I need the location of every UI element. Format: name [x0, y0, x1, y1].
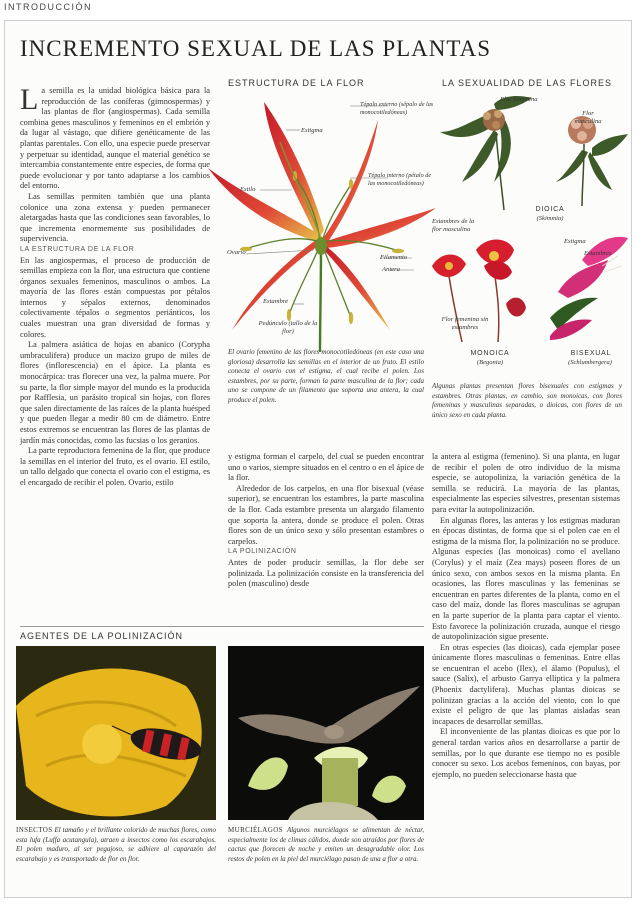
label-estambres-bisexual: Estambres	[584, 250, 612, 257]
right-paragraph-1: la antera al estigma (femenino). Si una planta, en lugar de recibir el polen de otro individuo de la misma especie, se autopoliniza, la variación genética de la semilla se reducirá. La mayoría de las plantas, especialmente las especies silvestres, presentan sistemas para evitar la autopolinización.	[432, 452, 620, 514]
intro-paragraph-1: a semilla es la unidad biológica básica para la reproducción de las coníferas (gimnospermas) y las plantas de flor (angiospermas). Cada semilla combina genes masculinos y femeninos en el embrión y da lugar al vástago, que difiere genéticamente de las plantas parentales. Con ello, una especie puede preservar y perpetuar su identidad, aunque el material genético se intercambia constantemente entre especies, de forma que puede evolucionar y por tanto adaptarse a los cambios del entorno.	[20, 86, 210, 191]
middle-paragraph-1: y estigma forman el carpelo, del cual se pueden encontrar uno o varios, siempre situados en el centro o en el ápice de la flor.	[228, 452, 424, 483]
flower-structure-subhead: LA ESTRUCTURA DE LA FLOR	[20, 245, 135, 253]
label-estambre: Estambre	[263, 298, 289, 305]
bisexual-species: (Schlumbergera)	[568, 359, 612, 366]
leader-lines	[246, 106, 414, 304]
monoica-species: (Begonia)	[477, 359, 503, 366]
page-title: INCREMENTO SEXUAL DE LAS PLANTAS	[20, 36, 491, 61]
label-pedunculo: Pedúnculo (tallo de la flor)	[258, 320, 318, 335]
monoica-name: MONOICA	[470, 350, 510, 357]
flower-structure-paragraph-3: La parte reproductora femenina de la flor, que produce la semillas en el interior del fruto, es el ovario. El estilo, un tallo delgado que conecta el ovario con el estigma, es el encargado de recibir el polen. Ovario, estilo	[20, 446, 210, 487]
tepal-petals	[208, 102, 436, 330]
middle-paragraph-2: Alrededor de los carpelos, en una flor bisexual (véase superior), se encuentran los estambres, la parte masculina de la flor. Cada estambre presenta un alargado filamento que soporta la antera, donde se produce el polen. Otras flores son de un único sexo y sólo presentan estambres o carpelos.	[228, 483, 424, 546]
label-antera: Antera	[382, 266, 400, 273]
insect-photo	[16, 646, 216, 820]
label-tepalo-externo: Tépalo externo (sépalo de las monocotiledóneas)	[360, 101, 434, 116]
label-tepalo-interno: Tépalo interno (pétalo de las monocotiledóneas)	[368, 172, 432, 187]
right-paragraph-3: En otras especies (las dioicas), cada ejemplar posee únicamente flores masculinas o femeninas. Entre ellas se encuentran el acebo (Ilex), el álamo (Populus), el sauce (Salix), el arbusto Garrya elliptica y la palmera (Phoenix dactylifera). Muchas plantas dioicas se polinizan gracias a la acción del viento, con lo que existe el peligro de que las plantas aisladas sean incapaces de desarrollar semillas.	[432, 642, 620, 726]
insects-caption	[16, 826, 216, 864]
label-estambres-flor-masculina: Estambres de la flor masculina	[432, 218, 475, 233]
label-flor-femenina: Flor femenina	[500, 96, 538, 103]
insects-text: El tamaño y el brillante colorido de muchas flores, como esta lufa (Luffa acutangula), atraen a insectos como los escarabajos. El polen maduro, al ser pegajoso, se adhiere al caparazón del escarabajo y es transportado de flor en flor.	[16, 826, 216, 863]
drop-cap: L	[20, 83, 39, 116]
middle-column	[228, 452, 424, 590]
left-column	[20, 83, 210, 489]
sexuality-heading: LA SEXUALIDAD DE LAS FLORES	[441, 78, 613, 88]
pollination-heading: AGENTES DE LA POLINIZACIÓN	[20, 631, 184, 641]
pollination-subhead: LA POLINIZACIÓN	[228, 548, 297, 556]
right-paragraph-2: En algunas flores, las anteras y los estigmas maduran en épocas distintas, de forma que si el polen cae en el estigma de la misma flor, la polinización no se produce. Algunas especies (las monoicas) como el avellano (Corylus) y el maíz (Zea mays) poseen flores de un único sexo, con ambos sexos en la misma planta. En ocasiones, las flores masculinas y las femeninas se encuentran en partes diferentes de la planta, como en el caso del maíz, donde las flores masculinas se agrupan en la parte superior de la planta para captar el viento. Esto favorece la polinización cruzada, aunque el riesgo de autopolinización sigue presente.	[432, 515, 620, 642]
flower-structure-paragraph-2: La palmera asiática de hojas en abanico (Corypha umbraculifera) produce un macizo grupo de miles de flores (inflorescencia) en el ápice. La planta es monocárpica: tras florecer una vez, la palma muere. Por su parte, la flor simple mayor del mundo es la producida por Rafflesia, un parásito tropical sin hojas, con flores que salen directamente de las raíces de la planta huésped y que pueden llegar a medir 80 cm de diámetro. Entre estos extremos se encuentran las flores de las plantas de jardín más conocidas, como las fucsias o los geranios.	[20, 340, 210, 445]
label-flor-femenina-sin-estambres: Flor femenina sin estambres	[441, 316, 489, 331]
label-estigma: Estigma	[301, 127, 323, 134]
label-estilo: Estilo	[240, 186, 256, 193]
label-filamento: Filamento	[380, 254, 408, 261]
bats-text: Algunos murciélagos se alimentan de néctar, especialmente los de climas cálidos, donde son atraídos por flores de cactus que florecen de noche y emiten un desagradable olor. Los restos de polen en la piel del murciélago pasan de una a flor a otra.	[228, 826, 424, 863]
bat-photo	[228, 646, 424, 820]
right-paragraph-4: El inconveniente de las plantas dioicas es que por lo general tardan varios años en desarrollarse a partir de semillas, por lo que durante ese tiempo no es posible conocer su sexo. Los acebos femeninos, con bayas, por ejemplo, no pueden seleccionarse hasta que	[432, 727, 620, 779]
bats-lead: MURCIÉLAGOS	[228, 826, 283, 834]
bisexual-name: BISEXUAL	[570, 350, 612, 357]
sexuality-caption: Algunas plantas presentan flores bisexuales con estigmas y estambres. Otras plantas, en cambio, son monoicas, con flores femeninas y masculinas separadas, o dioicas, con flores de un único sexo en cada planta.	[432, 382, 622, 419]
peduncle-stem	[320, 242, 321, 352]
label-ovario: Ovario	[227, 249, 246, 256]
bats-caption	[228, 826, 424, 864]
diagram-caption: El ovario femenino de las flores monocotiledóneas (en este caso una gloriosa) desarrolla las semillas en el interior de un fruto. El estilo conecta el ovario con el estigma, el cual recibe el polen. Los estambres, por su parte, forman la parte masculina de la flor; cada uno se compone de un filamento que soporta una antera, la cual produce el polen.	[228, 348, 424, 404]
label-estigma-bisexual: Estigma	[564, 238, 586, 245]
pollination-rule	[20, 626, 424, 627]
flower-structure-paragraph-1: En las angiospermas, el proceso de producción de semillas empieza con la flor, una estructura que contiene órganos sexuales femeninos, masculinos o ambos. La mayoría de las flores están compuestas por pétalos internos y sépalos externos, denominados colectivamente tépalos o segmentos periánticos, los cuales muestran una gran diversidad de formas y colores.	[20, 255, 210, 339]
insects-lead: INSECTOS	[16, 826, 53, 834]
dioica-name: DIOICA	[535, 206, 565, 213]
dioica-species: (Skimmia)	[536, 215, 564, 222]
intro-paragraph-2: Las semillas permiten también que una planta colonice una zona extensa y pueden permanecer aletargadas hasta que las condiciones sean favorables, lo que incrementa enormemente sus posibilidades de supervivencia.	[20, 191, 210, 244]
label-flor-masculina: Flor masculina	[574, 110, 602, 125]
right-column	[432, 452, 620, 780]
middle-paragraph-3: Antes de poder producir semillas, la flor debe ser polinizada. La polinización consiste en la transferencia del polen (masculino) desde	[228, 557, 424, 589]
diagram-heading: ESTRUCTURA DE LA FLOR	[228, 78, 365, 88]
section-label: INTRODUCCIÓN	[4, 2, 92, 12]
